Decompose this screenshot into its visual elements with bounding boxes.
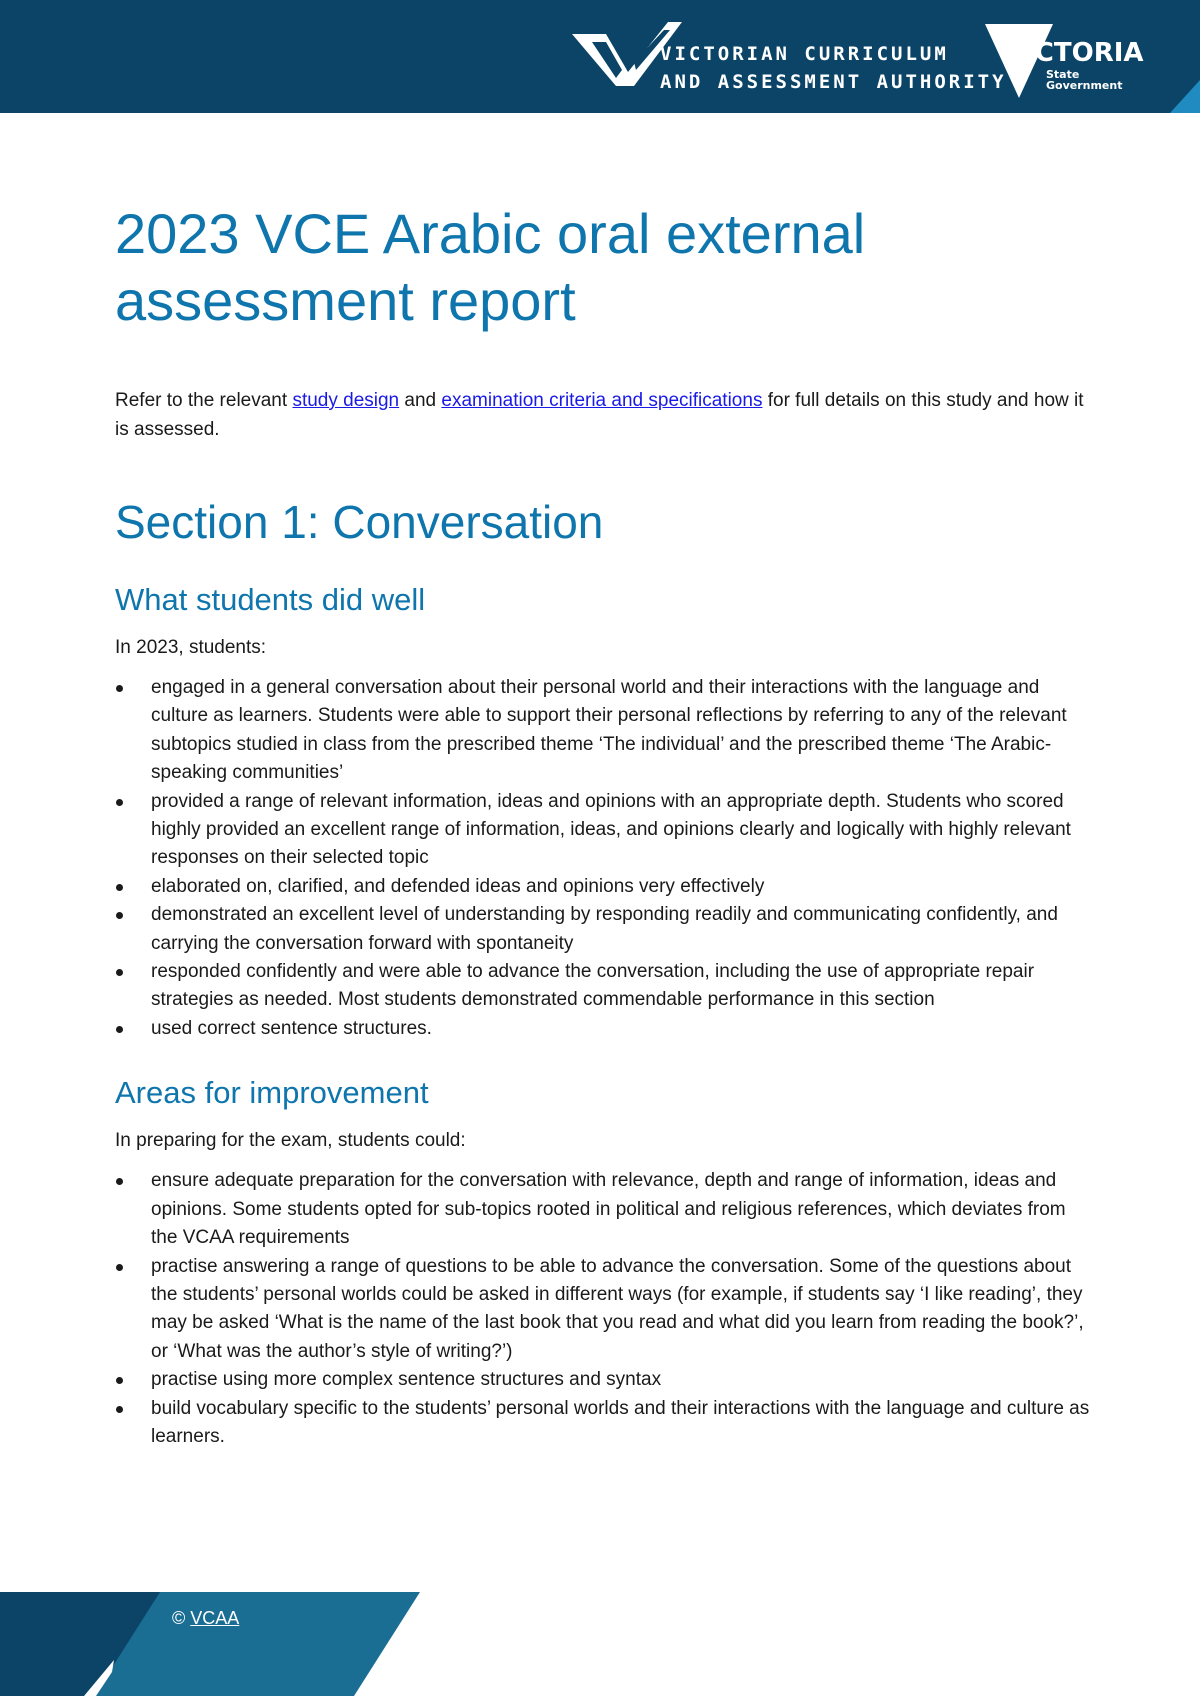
vcaa-link[interactable]: VCAA — [190, 1608, 240, 1628]
did-well-heading: What students did well — [115, 582, 426, 617]
vcaa-line-1: VICTORIAN CURRICULUM — [660, 43, 949, 65]
list-item: used correct sentence structures. — [115, 1015, 1090, 1043]
improvement-list — [115, 1167, 1090, 1451]
victoria-sub-government: Government — [1046, 79, 1123, 92]
study-design-link[interactable]: study design — [292, 390, 400, 411]
section-heading: Section 1: Conversation — [115, 496, 604, 548]
intro-suffix: for full details on this study and how it is assessed. — [115, 390, 1084, 440]
list-item: engaged in a general conversation about their personal world and their interactions with the language and culture as learners. Students were able to support their personal reflections by referring to any of the relevant subtopics studied in class from the prescribed theme ‘The individual’ and the prescribed theme ‘The Arabic-speaking communities’ — [115, 674, 1090, 788]
intro-prefix: Refer to the relevant — [115, 390, 293, 411]
page-header — [0, 0, 1200, 113]
list-item: practise answering a range of questions to be able to advance the conversation. Some of the questions about the students’ personal worlds could be asked in different ways (for example, if students say ‘I like reading’, they may be asked ‘What is the name of the last book that you read and what did you learn from reading the book?’, or ‘What was the author’s style of writing?’) — [115, 1253, 1090, 1367]
list-item: provided a range of relevant information, ideas and opinions with an appropriate depth. Students who scored highly provided an excellent range of information, ideas, and opinions clearly and logically with highly relevant responses on their selected topic — [115, 788, 1090, 873]
list-item: responded confidently and were able to advance the conversation, including the use of appropriate repair strategies as needed. Most students demonstrated commendable performance in this section — [115, 958, 1090, 1015]
copyright-notice — [172, 1608, 239, 1629]
header-corner-stripe — [1140, 0, 1200, 113]
vcaa-wordmark — [660, 40, 1007, 96]
did-well-lead: In 2023, students: — [115, 637, 267, 658]
victoria-sub-state: State — [1046, 68, 1080, 81]
intro-paragraph — [115, 386, 1090, 444]
page-title: 2023 VCE Arabic oral external assessment report — [115, 202, 866, 332]
list-item: build vocabulary specific to the students’ personal worlds and their interactions with the language and culture as learners. — [115, 1395, 1090, 1452]
improvement-heading: Areas for improvement — [115, 1075, 429, 1111]
victoria-wordmark: VICTORIA — [1005, 38, 1144, 68]
list-item: elaborated on, clarified, and defended ideas and opinions very effectively — [115, 873, 1090, 901]
improvement-lead: In preparing for the exam, students could: — [115, 1130, 466, 1152]
intro-middle: and — [399, 390, 442, 411]
copyright-symbol: © — [172, 1608, 191, 1628]
vcaa-line-2: AND ASSESSMENT AUTHORITY — [660, 71, 1007, 93]
did-well-list — [115, 674, 1090, 1043]
list-item: demonstrated an excellent level of understanding by responding readily and communicating confidently, and carrying the conversation forward with spontaneity — [115, 901, 1090, 958]
document-body — [115, 200, 1090, 1451]
list-item: ensure adequate preparation for the conversation with relevance, depth and range of information, ideas and opinions. Some students opted for sub-topics rooted in political and religious references, which deviates from the VCAA requirements — [115, 1167, 1090, 1252]
list-item: practise using more complex sentence structures and syntax — [115, 1366, 1090, 1394]
victoria-subtitle — [1046, 69, 1122, 91]
exam-criteria-link[interactable]: examination criteria and specifications — [441, 390, 763, 411]
